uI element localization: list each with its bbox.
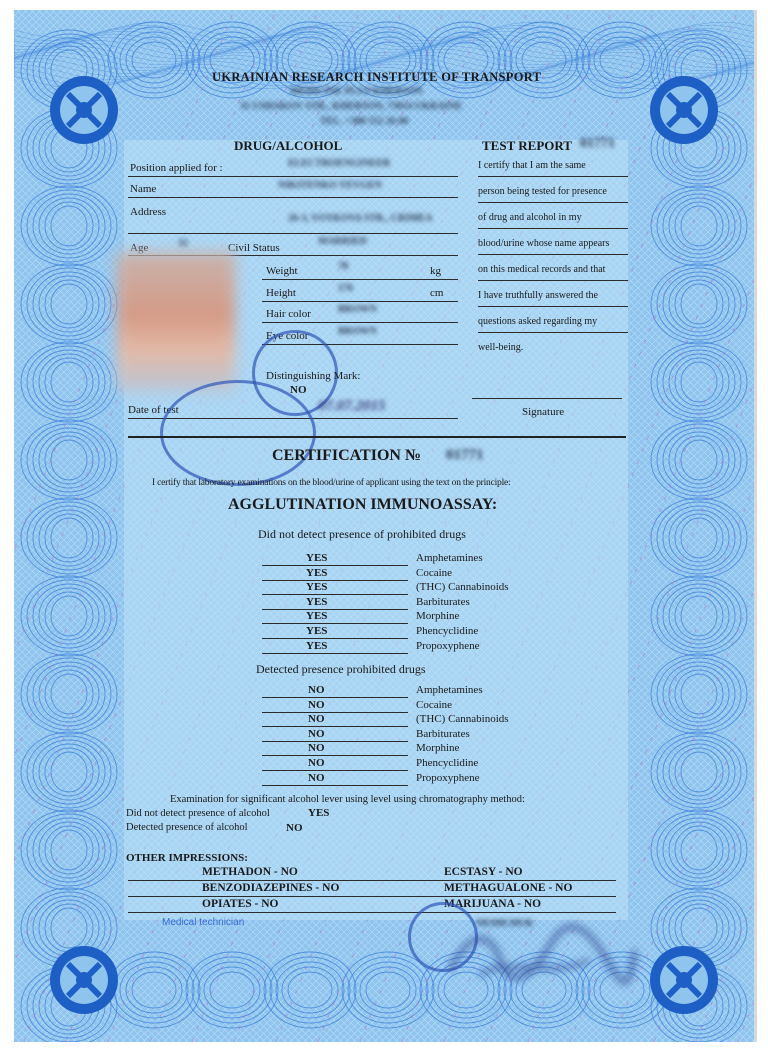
- result-cell: NO: [308, 771, 325, 784]
- result-underline: [262, 741, 408, 742]
- hair-value: BROWN: [338, 304, 377, 315]
- section-divider: [128, 436, 626, 438]
- certification-intro: I certify that laboratory examinations on the blood/urine of applicant using the text on the principle:: [152, 478, 511, 488]
- position-line: [128, 176, 458, 177]
- result-underline: [262, 609, 408, 610]
- impression-item: BENZODIAZEPINES - NO: [202, 882, 340, 894]
- name-line: [128, 197, 458, 198]
- address-line: [128, 233, 458, 234]
- certification-number: 01771: [446, 447, 484, 463]
- result-underline: [262, 712, 408, 713]
- impression-item: METHAGUALONE - NO: [444, 882, 573, 894]
- result-underline: [262, 638, 408, 639]
- certification-title: CERTIFICATION №: [272, 447, 422, 464]
- result-cell: YES: [306, 625, 328, 637]
- certify-line: questions asked regarding my: [478, 316, 598, 327]
- height-value: 176: [338, 283, 353, 294]
- result-underline: [262, 653, 408, 654]
- result-cell: NO: [308, 684, 325, 696]
- result-underline: [262, 697, 408, 698]
- result-cell: NO: [308, 757, 325, 769]
- impression-item: METHADON - NO: [202, 866, 298, 878]
- drug-name: (THC) Cannabinoids: [416, 713, 509, 726]
- drug-name: Barbiturates: [416, 595, 470, 608]
- certify-line: of drug and alcohol in my: [478, 212, 582, 223]
- detected-heading: Detected presence prohibited drugs: [256, 662, 426, 676]
- drug-name: Cocaine: [416, 698, 453, 711]
- drug-name: Propoxyphene: [416, 639, 480, 652]
- result-cell: NO: [308, 742, 325, 755]
- certify-rule: [478, 176, 628, 177]
- height-label: Height: [266, 287, 296, 299]
- result-cell: YES: [306, 552, 328, 564]
- weight-value: 78: [338, 261, 348, 272]
- weight-unit: kg: [430, 265, 441, 277]
- weight-line: [262, 279, 458, 280]
- result-underline: [262, 755, 408, 756]
- result-underline: [262, 785, 408, 786]
- certify-line: blood/urine whose name appears: [478, 238, 610, 249]
- not-detected-heading: Did not detect presence of prohibited drugs: [258, 527, 466, 541]
- other-impressions-heading: OTHER IMPRESSIONS:: [126, 852, 248, 864]
- height-unit: cm: [430, 287, 444, 299]
- report-title-left: DRUG/ALCOHOL: [234, 138, 343, 153]
- result-underline: [262, 580, 408, 581]
- civil-status-value: MARRIED: [318, 236, 367, 247]
- certify-rule: [478, 280, 628, 281]
- eye-value: BROWN: [338, 326, 377, 337]
- certify-line: well-being.: [478, 342, 524, 353]
- civil-status-label: Civil Status: [228, 242, 280, 254]
- date-value: 07.07.2015: [318, 398, 386, 414]
- impression-item: MARIJUANA - NO: [444, 898, 542, 910]
- result-underline: [262, 623, 408, 624]
- certify-rule: [478, 228, 628, 229]
- signature-line: [472, 398, 622, 399]
- method-title: AGGLUTINATION IMMUNOASSAY:: [228, 496, 498, 513]
- certify-rule: [478, 202, 628, 203]
- report-number: 01771: [580, 136, 615, 151]
- drug-name: Propoxyphene: [416, 771, 480, 784]
- address-label: Address: [130, 206, 167, 218]
- drug-name: Phencyclidine: [416, 625, 479, 637]
- hair-line: [262, 322, 458, 323]
- certify-line: I certify that I am the same: [478, 160, 586, 171]
- result-cell: NO: [308, 698, 325, 711]
- impression-item: ECSTASY - NO: [444, 866, 523, 878]
- address-value: 26-3, VOYKOVA STR., CRIMEA: [288, 213, 433, 224]
- impression-rule: [128, 896, 616, 897]
- impression-rule: [128, 880, 616, 881]
- impression-rule: [128, 912, 616, 913]
- height-line: [262, 301, 458, 302]
- position-label: Position applied for :: [130, 162, 223, 174]
- hair-label: Hair color: [266, 308, 311, 320]
- drug-name: Morphine: [416, 742, 460, 755]
- drug-name: Morphine: [416, 610, 460, 623]
- crest-icon: [44, 70, 124, 150]
- result-cell: NO: [308, 713, 325, 726]
- report-title-right: TEST REPORT: [482, 138, 572, 153]
- drug-name: (THC) Cannabinoids: [416, 581, 509, 594]
- header-subline-2: 31 USHAKOV STR., KHERSON, 73014 UKRAINE: [240, 101, 463, 112]
- applicant-photo: [117, 252, 235, 392]
- result-cell: YES: [306, 566, 328, 579]
- certify-line: on this medical records and that: [478, 264, 606, 275]
- weight-label: Weight: [266, 265, 298, 277]
- drug-name: Phencyclidine: [416, 757, 479, 769]
- name-value: NIKITENKO YEVGEN: [278, 180, 382, 191]
- certify-line: I have truthfully answered the: [478, 290, 598, 301]
- result-underline: [262, 770, 408, 771]
- certify-line: person being tested for presence: [478, 186, 607, 197]
- alcohol-detected-label: Detected presence of alcohol: [126, 822, 248, 833]
- technician-signature: [440, 920, 640, 990]
- drug-name: Amphetamines: [416, 684, 483, 696]
- mark-value: NO: [290, 384, 307, 396]
- result-cell: YES: [306, 581, 328, 594]
- header-subline-1: MEDICINE PLUS KHERSON: [290, 86, 423, 97]
- institute-title: UKRAINIAN RESEARCH INSTITUTE OF TRANSPORT: [212, 70, 542, 84]
- age-label: Age: [130, 242, 149, 254]
- signature-label: Signature: [522, 406, 565, 418]
- drug-name: Barbiturates: [416, 727, 470, 740]
- result-underline: [262, 726, 408, 727]
- drug-name: Cocaine: [416, 566, 453, 579]
- technician-name: NESHCHUK: [476, 918, 534, 929]
- technician-label: Medical technician: [162, 917, 245, 928]
- alcohol-exam-text: Examination for significant alcohol lever using level using chromatography method:: [170, 794, 525, 805]
- age-value: 32: [178, 238, 188, 249]
- mark-label: Distinguishing Mark:: [266, 370, 361, 382]
- drug-name: Amphetamines: [416, 552, 483, 564]
- crest-icon: [644, 70, 724, 150]
- position-value: ELECTROENGINEER: [288, 158, 391, 169]
- result-cell: YES: [306, 639, 328, 652]
- certify-rule: [478, 332, 628, 333]
- eye-label: Eye color: [266, 330, 309, 342]
- alcohol-not-detected-label: Did not detect presence of alcohol: [126, 808, 270, 819]
- impression-item: OPIATES - NO: [202, 898, 279, 910]
- result-cell: YES: [306, 595, 328, 608]
- date-label: Date of test: [128, 404, 179, 416]
- result-cell: YES: [306, 610, 328, 623]
- result-underline: [262, 565, 408, 566]
- certify-rule: [478, 254, 628, 255]
- crest-icon: [44, 940, 124, 1020]
- result-underline: [262, 594, 408, 595]
- round-stamp: [160, 380, 316, 486]
- certify-rule: [478, 306, 628, 307]
- header-subline-3: TEL. +380 552 26 00: [320, 116, 409, 127]
- alcohol-not-detected-value: YES: [308, 807, 330, 819]
- alcohol-detected-value: NO: [286, 822, 303, 834]
- result-cell: NO: [308, 727, 325, 740]
- name-label: Name: [130, 183, 157, 195]
- crest-icon: [644, 940, 724, 1020]
